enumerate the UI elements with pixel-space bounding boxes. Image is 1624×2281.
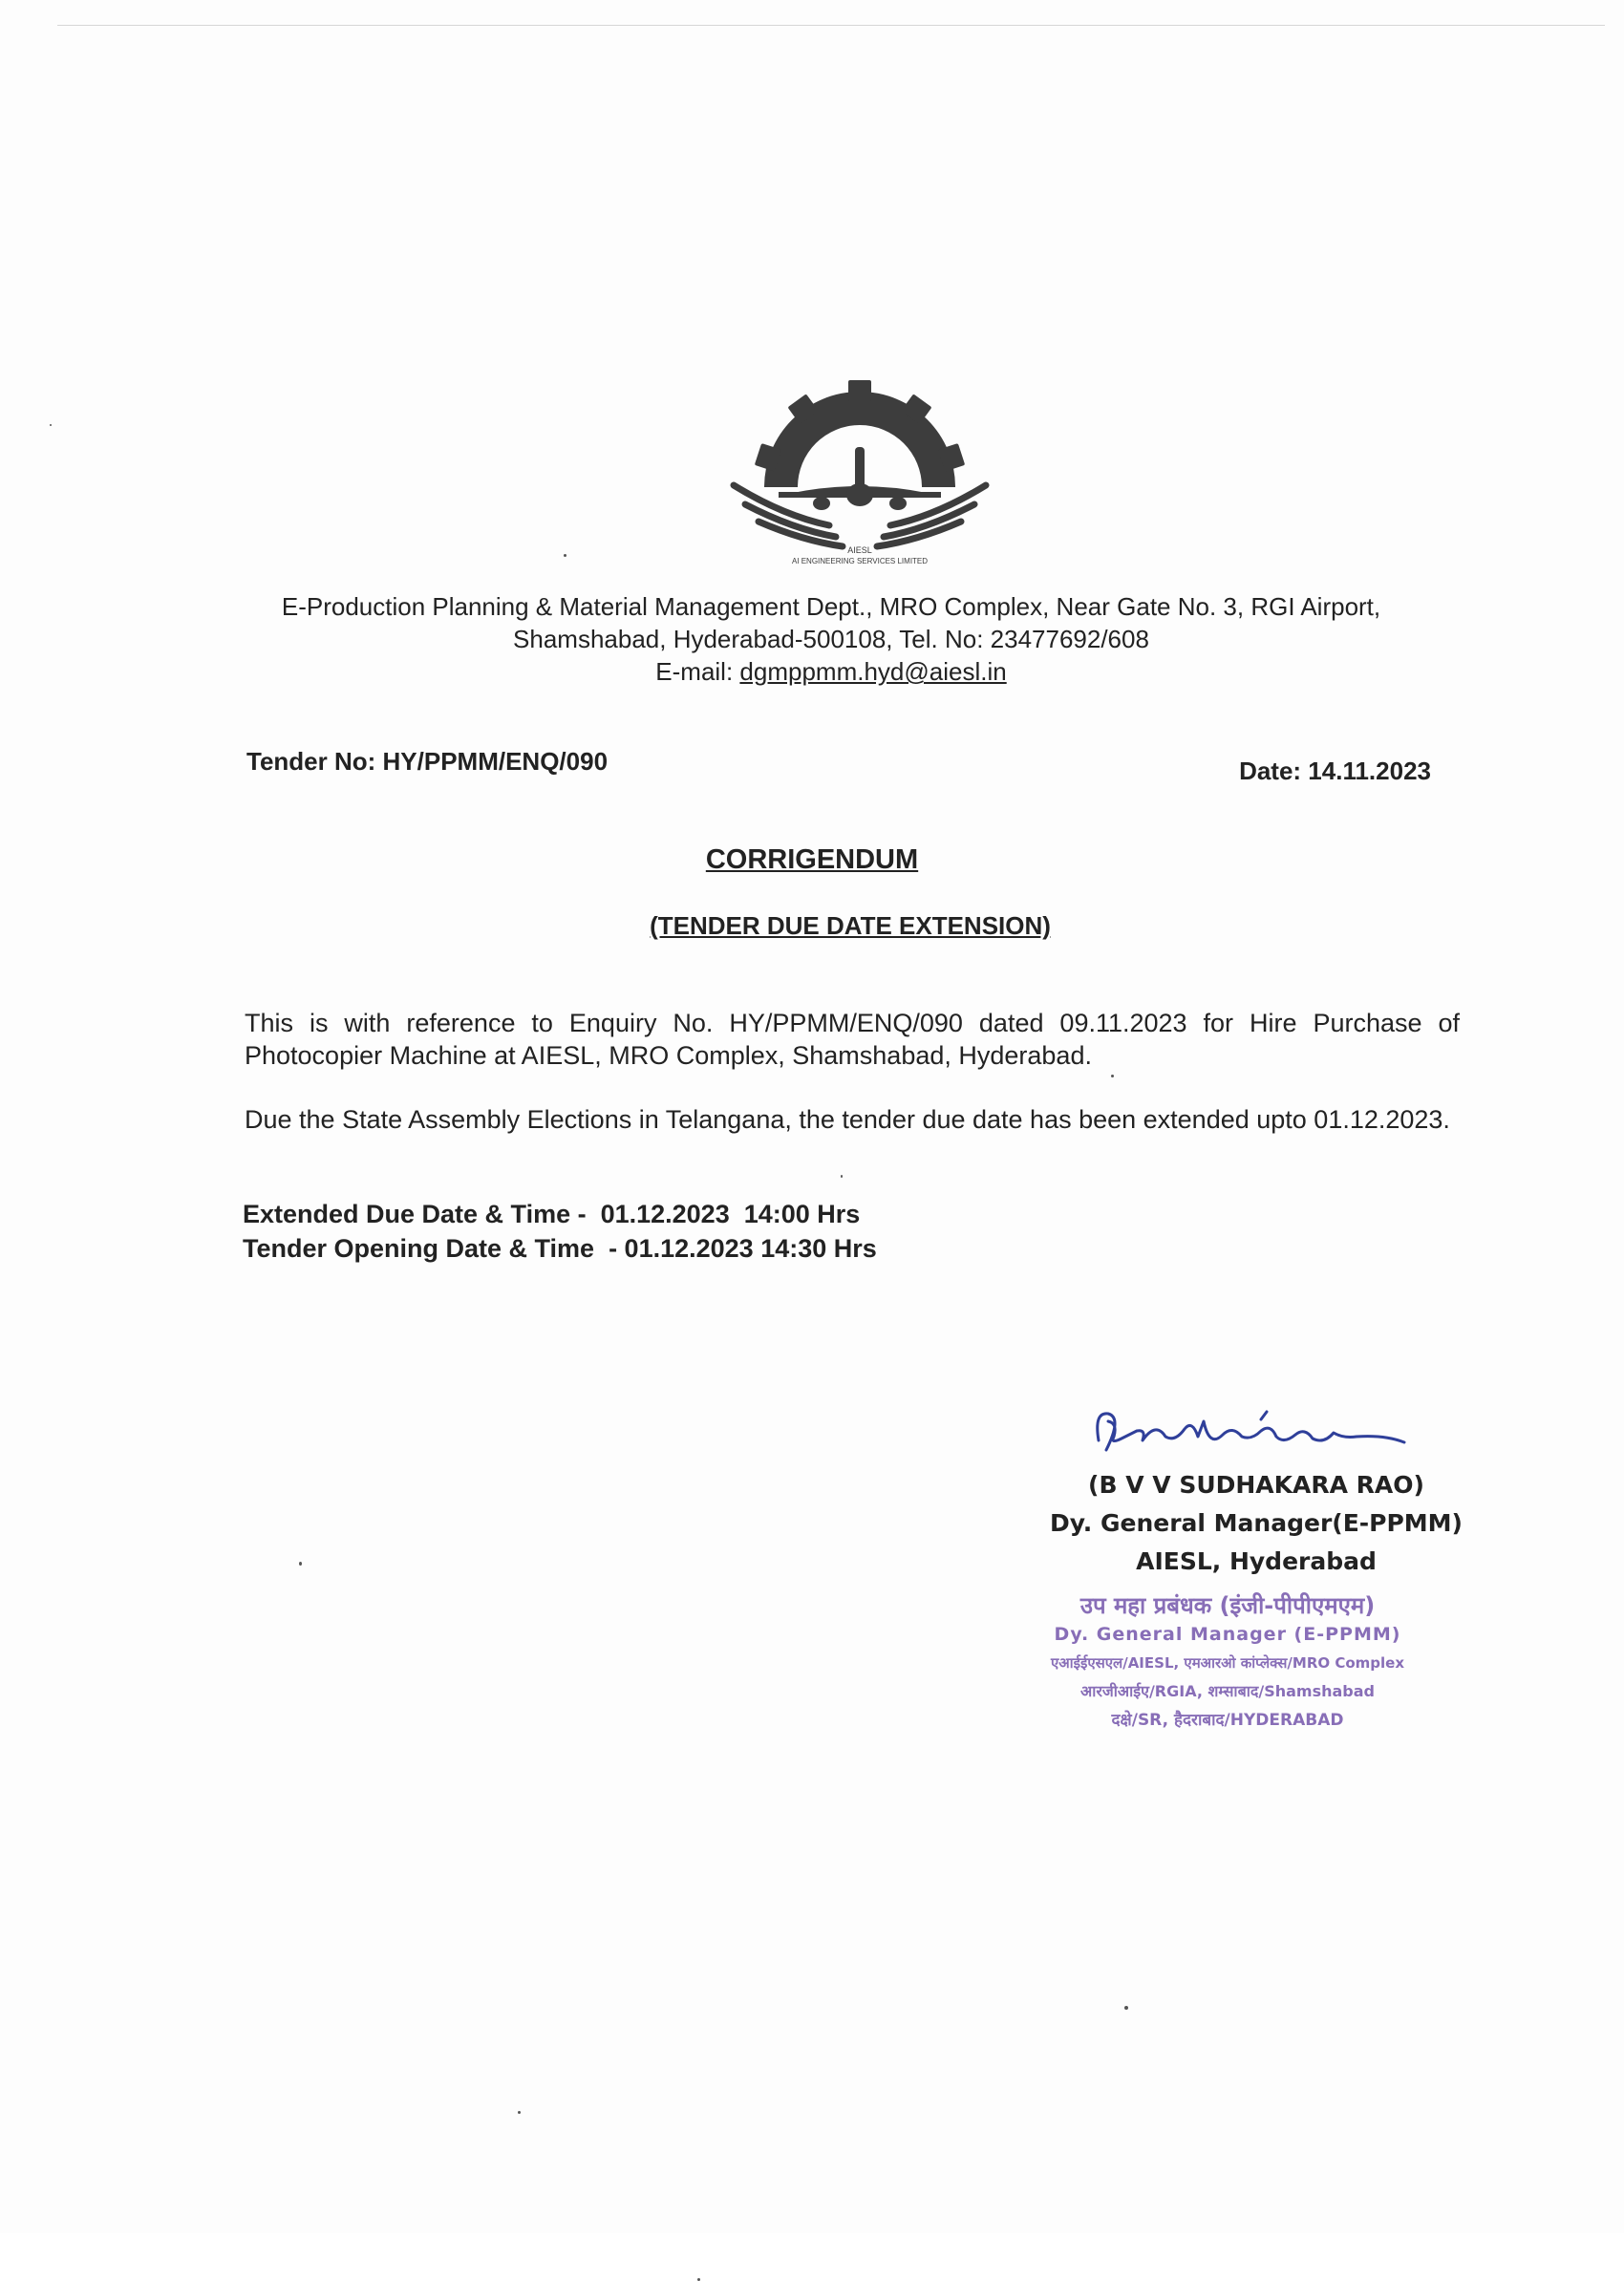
body-paragraph-2: Due the State Assembly Elections in Telangana, the tender due date has been extended upto 01.12.2023. [245,1105,1450,1134]
scan-speck [1124,2006,1128,2010]
scan-speck [518,2111,521,2114]
body-paragraph-1: This is with reference to Enquiry No. HY/PPMM/ENQ/090 dated 09.11.2023 for Hire Purchase of Photocopier Machine at AIESL, MRO Complex, Shamshabad, Hyderabad. [245,1009,1460,1070]
extended-due-date: Extended Due Date & Time - 01.12.2023 14:00 Hrs [243,1200,861,1228]
signatory-designation: Dy. General Manager(E-PPMM) [1050,1509,1463,1537]
address-email-line [191,655,1471,688]
address-line-2: Shamshabad, Hyderabad-500108, Tel. No: 23477692/608 [513,625,1149,653]
signatory-office: AIESL, Hyderabad [1136,1547,1377,1575]
aiesl-logo-icon [726,373,994,568]
document-date: Date: 14.11.2023 [1239,757,1431,785]
address-line-1: E-Production Planning & Material Management Dept., MRO Complex, Near Gate No. 3, RGI Airport, [281,592,1381,621]
logo-abbreviation: AIESL [847,545,872,555]
signature-icon [1079,1402,1462,1469]
stamp-line-3: एआईईएसएल/AIESL, एमआरओ कांप्लेक्स/MRO Complex [1050,1654,1405,1672]
stamp-line-5: दक्षे/SR, हैदराबाद/HYDERABAD [1111,1711,1344,1730]
stamp-line-1: उप महा प्रबंधक (इंजी-पीपीएमएम) [1079,1592,1376,1619]
document-subtitle: (TENDER DUE DATE EXTENSION) [650,911,1051,940]
scan-speck [564,554,566,557]
official-stamp [994,1591,1462,1735]
scan-speck [1111,1075,1114,1077]
scan-speck [299,1562,302,1566]
tender-opening-date: Tender Opening Date & Time - 01.12.2023 14:30 Hrs [243,1234,877,1263]
schedule-block [243,1197,877,1266]
logo-full-name: AI ENGINEERING SERVICES LIMITED [791,557,929,565]
scan-edge-line [57,25,1605,26]
stamp-line-4: आरजीआईए/RGIA, शम्साबाद/Shamshabad [1079,1682,1375,1700]
email-label: E-mail: [655,657,740,686]
email-link[interactable]: dgmppmm.hyd@aiesl.in [739,657,1007,686]
document-title: CORRIGENDUM [705,844,919,875]
scan-speck [50,424,52,426]
signatory-block [1032,1466,1481,1581]
scan-speck [841,1175,843,1178]
stamp-line-2: Dy. General Manager (E-PPMM) [1054,1624,1401,1645]
tender-number: Tender No: HY/PPMM/ENQ/090 [246,747,609,776]
signatory-name: (B V V SUDHAKARA RAO) [1088,1471,1424,1499]
department-address [191,590,1471,688]
